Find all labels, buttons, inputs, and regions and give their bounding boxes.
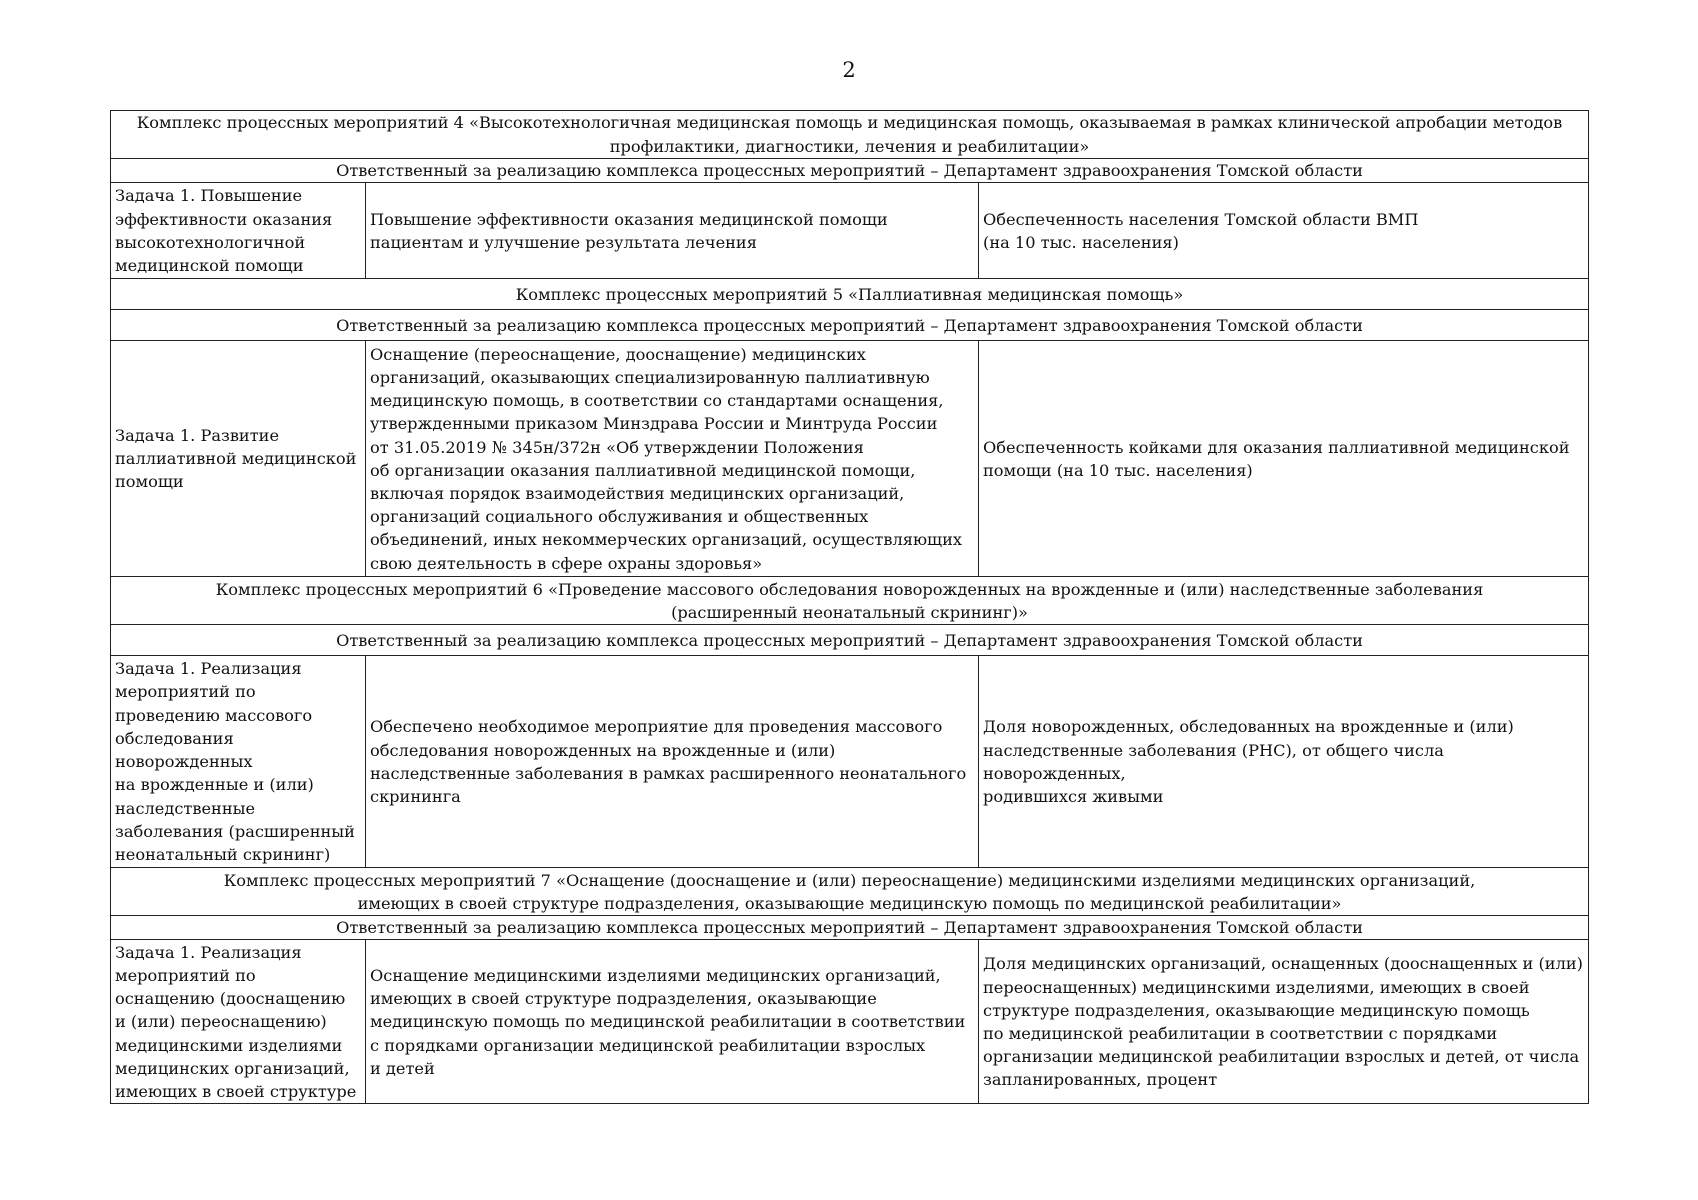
complex-5-task: Задача 1. Развитие паллиативной медицинской помощи [111,341,366,577]
complex-6-responsible-row [111,625,1589,656]
page-number: 2 [842,58,856,82]
measures-table [110,110,1589,1104]
complex-6-result: Обеспечено необходимое мероприятие для проведения массового обследования новорожденных на врожденные и (или) наследственные заболевания в рамках расширенного неонатального скрининга [366,656,979,868]
complex-6-title-row [111,577,1589,625]
complex-7-task-row [111,940,1589,1104]
complex-5-title: Комплекс процессных мероприятий 5 «Паллиативная медицинская помощь» [111,279,1589,310]
complex-6-responsible: Ответственный за реализацию комплекса процессных мероприятий – Департамент здравоохранения Томской области [111,625,1589,656]
complex-6-task: Задача 1. Реализация мероприятий по проведению массового обследования новорожденных на врожденные и (или) наследственные заболевания (расширенный неонатальный скрининг) [111,656,366,868]
complex-4-result: Повышение эффективности оказания медицинской помощи пациентам и улучшение результата лечения [366,183,979,279]
complex-5-result: Оснащение (переоснащение, дооснащение) медицинских организаций, оказывающих специализированную паллиативную медицинскую помощь, в соответствии со стандартами оснащения, утвержденными приказом Минздрава России и Минтруда России от 31.05.2019 № 345н/372н «Об утверждении Положения об организации оказания паллиативной медицинской помощи, включая порядок взаимодействия медицинских организаций, организаций социального обслуживания и общественных объединений, иных некоммерческих организаций, осуществляющих свою деятельность в сфере охраны здоровья» [366,341,979,577]
complex-5-task-row [111,341,1589,577]
complex-5-indicator: Обеспеченность койками для оказания паллиативной медицинской помощи (на 10 тыс. населения) [979,341,1589,577]
complex-7-responsible-row [111,916,1589,940]
complex-4-title-row [111,111,1589,159]
complex-4-indicator: Обеспеченность населения Томской области ВМП (на 10 тыс. населения) [979,183,1589,279]
complex-5-responsible: Ответственный за реализацию комплекса процессных мероприятий – Департамент здравоохранения Томской области [111,310,1589,341]
complex-7-responsible: Ответственный за реализацию комплекса процессных мероприятий – Департамент здравоохранения Томской области [111,916,1589,940]
complex-7-indicator: Доля медицинских организаций, оснащенных (дооснащенных и (или) переоснащенных) медицинскими изделиями, имеющих в своей структуре подразделения, оказывающие медицинскую помощь по медицинской реабилитации в соответствии с порядками организации медицинской реабилитации взрослых и детей, от числа запланированных, процент [979,940,1589,1104]
complex-4-task: Задача 1. Повышение эффективности оказания высокотехнологичной медицинской помощи [111,183,366,279]
complex-4-responsible-row [111,159,1589,183]
complex-4-task-row [111,183,1589,279]
complex-6-indicator: Доля новорожденных, обследованных на врожденные и (или) наследственные заболевания (РНС), от общего числа новорожденных, родившихся живыми [979,656,1589,868]
complex-7-title: Комплекс процессных мероприятий 7 «Оснащение (дооснащение и (или) переоснащение) медицинскими изделиями медицинских организаций, имеющих в своей структуре подразделения, оказывающие медицинскую помощь по медицинской реабилитации» [111,868,1589,916]
complex-6-task-row [111,656,1589,868]
complex-5-title-row [111,279,1589,310]
complex-7-result: Оснащение медицинскими изделиями медицинских организаций, имеющих в своей структуре подразделения, оказывающие медицинскую помощь по медицинской реабилитации в соответствии с порядками организации медицинской реабилитации взрослых и детей [366,940,979,1104]
complex-4-title: Комплекс процессных мероприятий 4 «Высокотехнологичная медицинская помощь и медицинская помощь, оказываемая в рамках клинической апробации методов профилактики, диагностики, лечения и реабилитации» [111,111,1589,159]
complex-4-responsible: Ответственный за реализацию комплекса процессных мероприятий – Департамент здравоохранения Томской области [111,159,1589,183]
complex-6-title: Комплекс процессных мероприятий 6 «Проведение массового обследования новорожденных на врожденные и (или) наследственные заболевания (расширенный неонатальный скрининг)» [111,577,1589,625]
complex-7-task: Задача 1. Реализация мероприятий по оснащению (дооснащению и (или) переоснащению) медицинскими изделиями медицинских организаций, имеющих в своей структуре [111,940,366,1104]
complex-5-responsible-row [111,310,1589,341]
complex-7-title-row [111,868,1589,916]
